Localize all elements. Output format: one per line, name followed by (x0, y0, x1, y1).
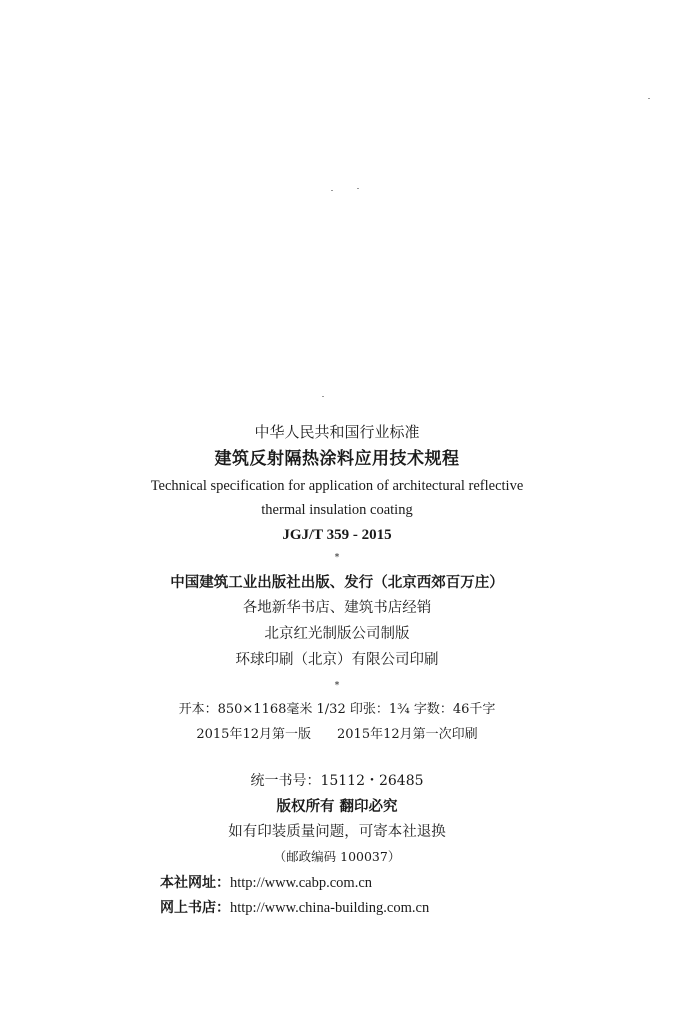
bookstore-url: http://www.china-building.com.cn (230, 900, 430, 916)
website-line (160, 876, 372, 891)
separator-star: * (334, 553, 340, 563)
return-notice: 如有印装质量问题，可寄本社退换 (228, 824, 446, 840)
standard-type: 中华人民共和国行业标准 (254, 423, 420, 441)
book-specs: 开本：850×1168毫米 1/32 印张：1¾ 字数：46千字 (178, 702, 496, 717)
bookstore-line (160, 901, 429, 916)
scan-speck (357, 188, 359, 189)
bookstore-label: 网上书店： (160, 900, 230, 916)
website-label: 本社网址： (160, 875, 230, 891)
copyright-notice: 版权所有 翻印必究 (276, 798, 398, 815)
scan-speck (331, 190, 333, 191)
website-url: http://www.cabp.com.cn (230, 875, 373, 891)
scan-speck (322, 396, 324, 397)
postcode: （邮政编码 100037） (273, 849, 401, 864)
title-chinese: 建筑反射隔热涂料应用技术规程 (214, 449, 460, 469)
publisher-line: 中国建筑工业出版社出版、发行（北京西郊百万庄） (170, 574, 504, 591)
standard-code: JGJ/T 359 - 2015 (282, 527, 392, 543)
title-english-line1: Technical specification for application of architectural reflective (150, 478, 524, 494)
unified-book-number: 统一书号：15112・26485 (250, 773, 424, 789)
scan-speck (648, 98, 650, 99)
distributor-line: 各地新华书店、建筑书店经销 (242, 600, 432, 616)
edition-info (0, 728, 674, 741)
edition-print: 2015年12月第一次印刷 (337, 727, 478, 742)
printer-line: 环球印刷（北京）有限公司印刷 (235, 652, 439, 668)
separator-star: * (334, 681, 340, 691)
edition-first: 2015年12月第一版 (196, 727, 311, 742)
plate-maker-line: 北京红光制版公司制版 (264, 626, 410, 642)
title-english-line2: thermal insulation coating (261, 502, 413, 518)
